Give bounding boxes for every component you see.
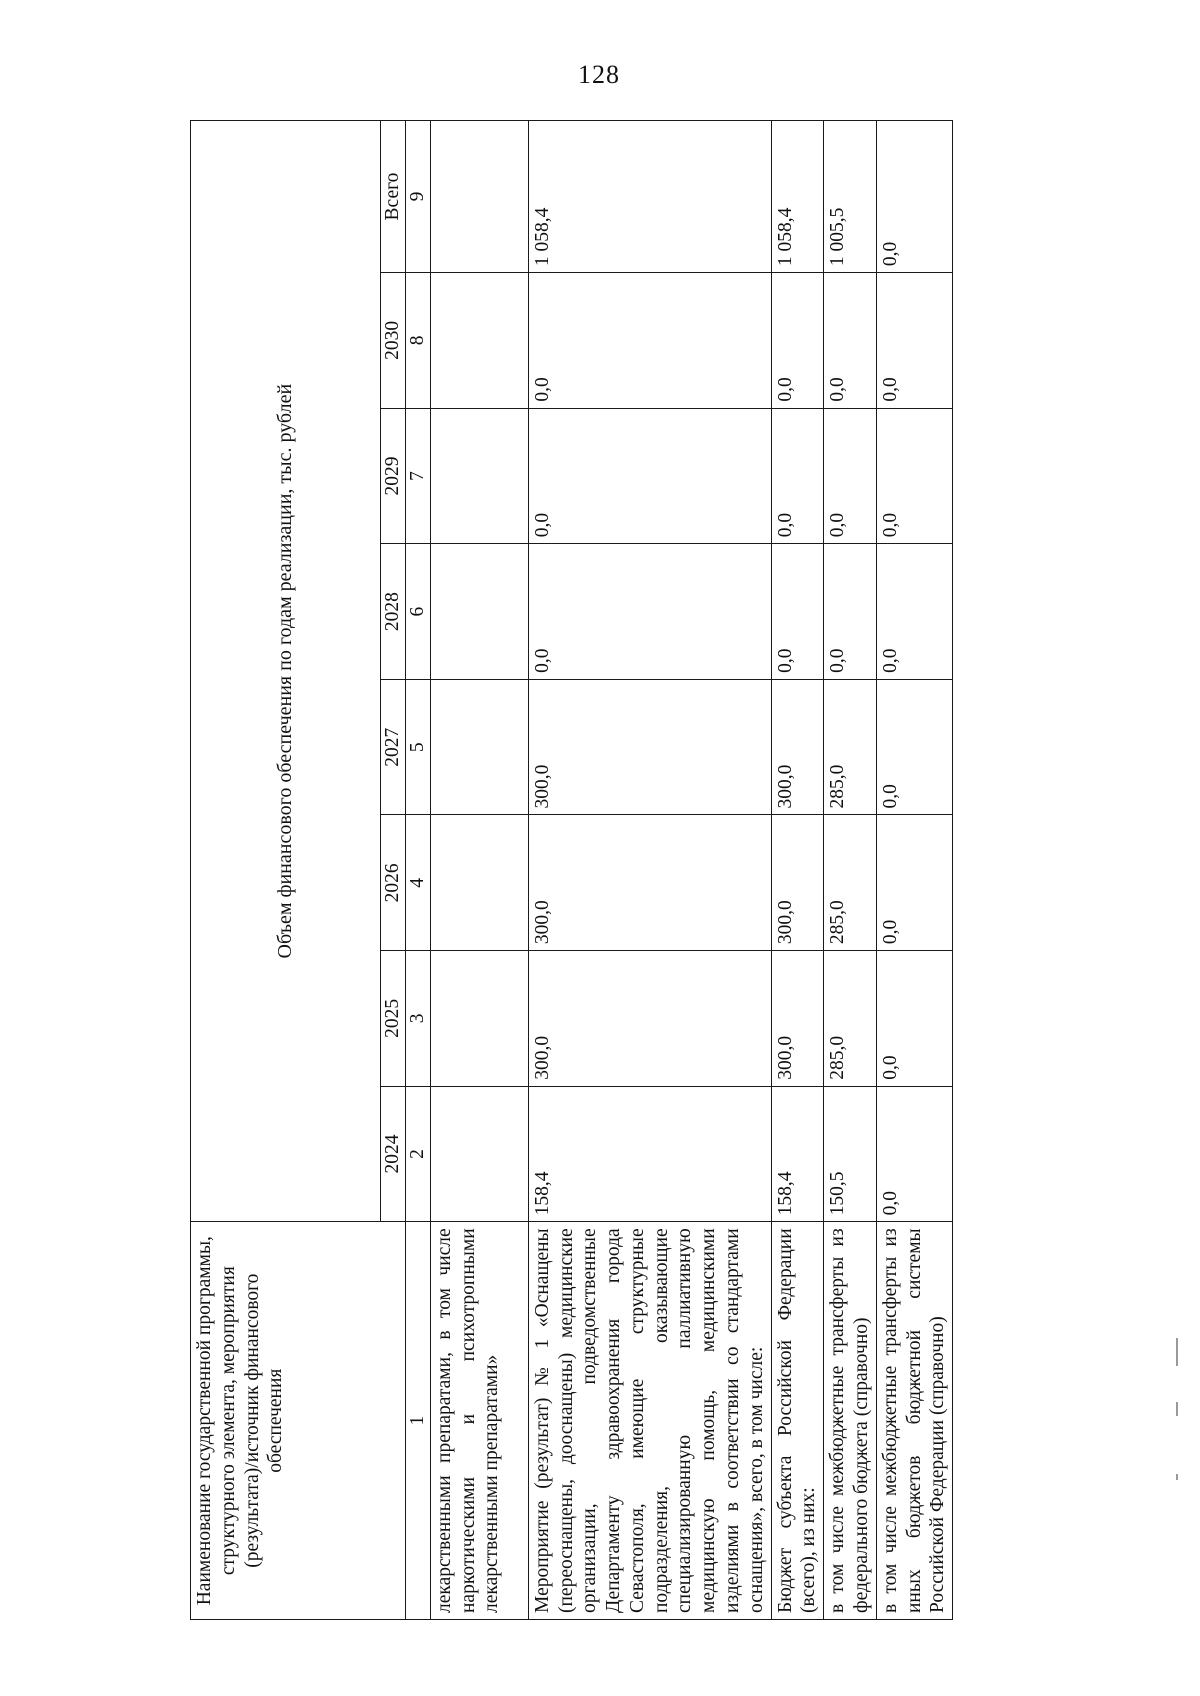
page-number: 128 xyxy=(578,60,620,89)
value-cell: 1 005,5 xyxy=(824,121,877,273)
value-cell xyxy=(430,273,528,409)
value-cell: 300,0 xyxy=(771,815,824,951)
value-cell xyxy=(430,408,528,544)
value-cell: 0,0 xyxy=(876,951,952,1087)
year-header: 2028 xyxy=(381,544,406,680)
value-cell xyxy=(430,544,528,680)
column-number: 8 xyxy=(406,273,431,409)
value-cell: 300,0 xyxy=(528,815,771,951)
value-cell: 0,0 xyxy=(876,815,952,951)
value-cell: 300,0 xyxy=(771,951,824,1087)
value-cell: 0,0 xyxy=(771,544,824,680)
value-cell: 0,0 xyxy=(528,408,771,544)
value-cell xyxy=(430,1086,528,1222)
year-header: 2024 xyxy=(381,1086,406,1222)
column-number: 2 xyxy=(406,1086,431,1222)
value-cell: 0,0 xyxy=(876,408,952,544)
table-row xyxy=(528,121,771,1620)
financing-table xyxy=(190,120,953,1620)
value-cell: 0,0 xyxy=(771,408,824,544)
value-cell: 1 058,4 xyxy=(771,121,824,273)
value-cell: 0,0 xyxy=(876,544,952,680)
row-name: Бюджет субъекта Российской Федерации (всего), из них: xyxy=(771,1222,824,1620)
column-number: 9 xyxy=(406,121,431,273)
table-row xyxy=(771,121,824,1620)
table-row xyxy=(430,121,528,1620)
year-header: 2029 xyxy=(381,408,406,544)
value-cell: 158,4 xyxy=(771,1086,824,1222)
column-number: 1 xyxy=(406,1222,431,1620)
value-cell: 0,0 xyxy=(824,408,877,544)
value-cell: 300,0 xyxy=(528,951,771,1087)
value-cell: 1 058,4 xyxy=(528,121,771,273)
value-cell: 0,0 xyxy=(824,273,877,409)
name-column-header: Наименование государственной программы, структурного элемента, мероприятия (результата)/источник финансового обеспечения xyxy=(191,1222,406,1620)
header-row xyxy=(191,121,381,1620)
row-name: лекарственными препаратами, в том числе наркотическими и психотропными лекарственными препаратами» xyxy=(430,1222,528,1620)
value-cell: 285,0 xyxy=(824,679,877,815)
row-name: Мероприятие (результат) № 1 «Оснащены (переоснащены, дооснащены) медицинские организации, подведомственные Департаменту здравоохранения города Севастополя, имеющие структурные подразделения, оказывающие специализированную паллиативную медицинскую помощь, медицинскими изделиями в соответствии со стандартами оснащения», всего, в том числе: xyxy=(528,1222,771,1620)
value-cell: 0,0 xyxy=(528,273,771,409)
column-number: 5 xyxy=(406,679,431,815)
row-name: в том числе межбюджетные трансферты из федерального бюджета (справочно) xyxy=(824,1222,877,1620)
value-cell: 150,5 xyxy=(824,1086,877,1222)
value-cell: 0,0 xyxy=(528,544,771,680)
value-cell xyxy=(430,815,528,951)
table-row xyxy=(876,121,952,1620)
column-number: 6 xyxy=(406,544,431,680)
volume-header: Объем финансового обеспечения по годам реализации, тыс. рублей xyxy=(191,121,381,1222)
value-cell: 0,0 xyxy=(771,273,824,409)
value-cell: 300,0 xyxy=(528,679,771,815)
value-cell: 0,0 xyxy=(876,1086,952,1222)
value-cell: 0,0 xyxy=(876,679,952,815)
value-cell xyxy=(430,951,528,1087)
row-name: в том числе межбюджетные трансферты из иных бюджетов бюджетной системы Российской Федерации (справочно) xyxy=(876,1222,952,1620)
rotated-table-container xyxy=(190,120,1190,1620)
value-cell xyxy=(430,679,528,815)
value-cell: 285,0 xyxy=(824,951,877,1087)
column-number: 3 xyxy=(406,951,431,1087)
table-row xyxy=(824,121,877,1620)
value-cell: 0,0 xyxy=(876,121,952,273)
year-header: 2026 xyxy=(381,815,406,951)
value-cell: 158,4 xyxy=(528,1086,771,1222)
total-header: Всего xyxy=(381,121,406,273)
value-cell: 285,0 xyxy=(824,815,877,951)
year-header: 2030 xyxy=(381,273,406,409)
value-cell: 300,0 xyxy=(771,679,824,815)
value-cell: 0,0 xyxy=(824,544,877,680)
value-cell: 0,0 xyxy=(876,273,952,409)
column-number: 4 xyxy=(406,815,431,951)
column-number: 7 xyxy=(406,408,431,544)
column-numbers-row xyxy=(406,121,431,1620)
year-header: 2025 xyxy=(381,951,406,1087)
year-header: 2027 xyxy=(381,679,406,815)
value-cell xyxy=(430,121,528,273)
